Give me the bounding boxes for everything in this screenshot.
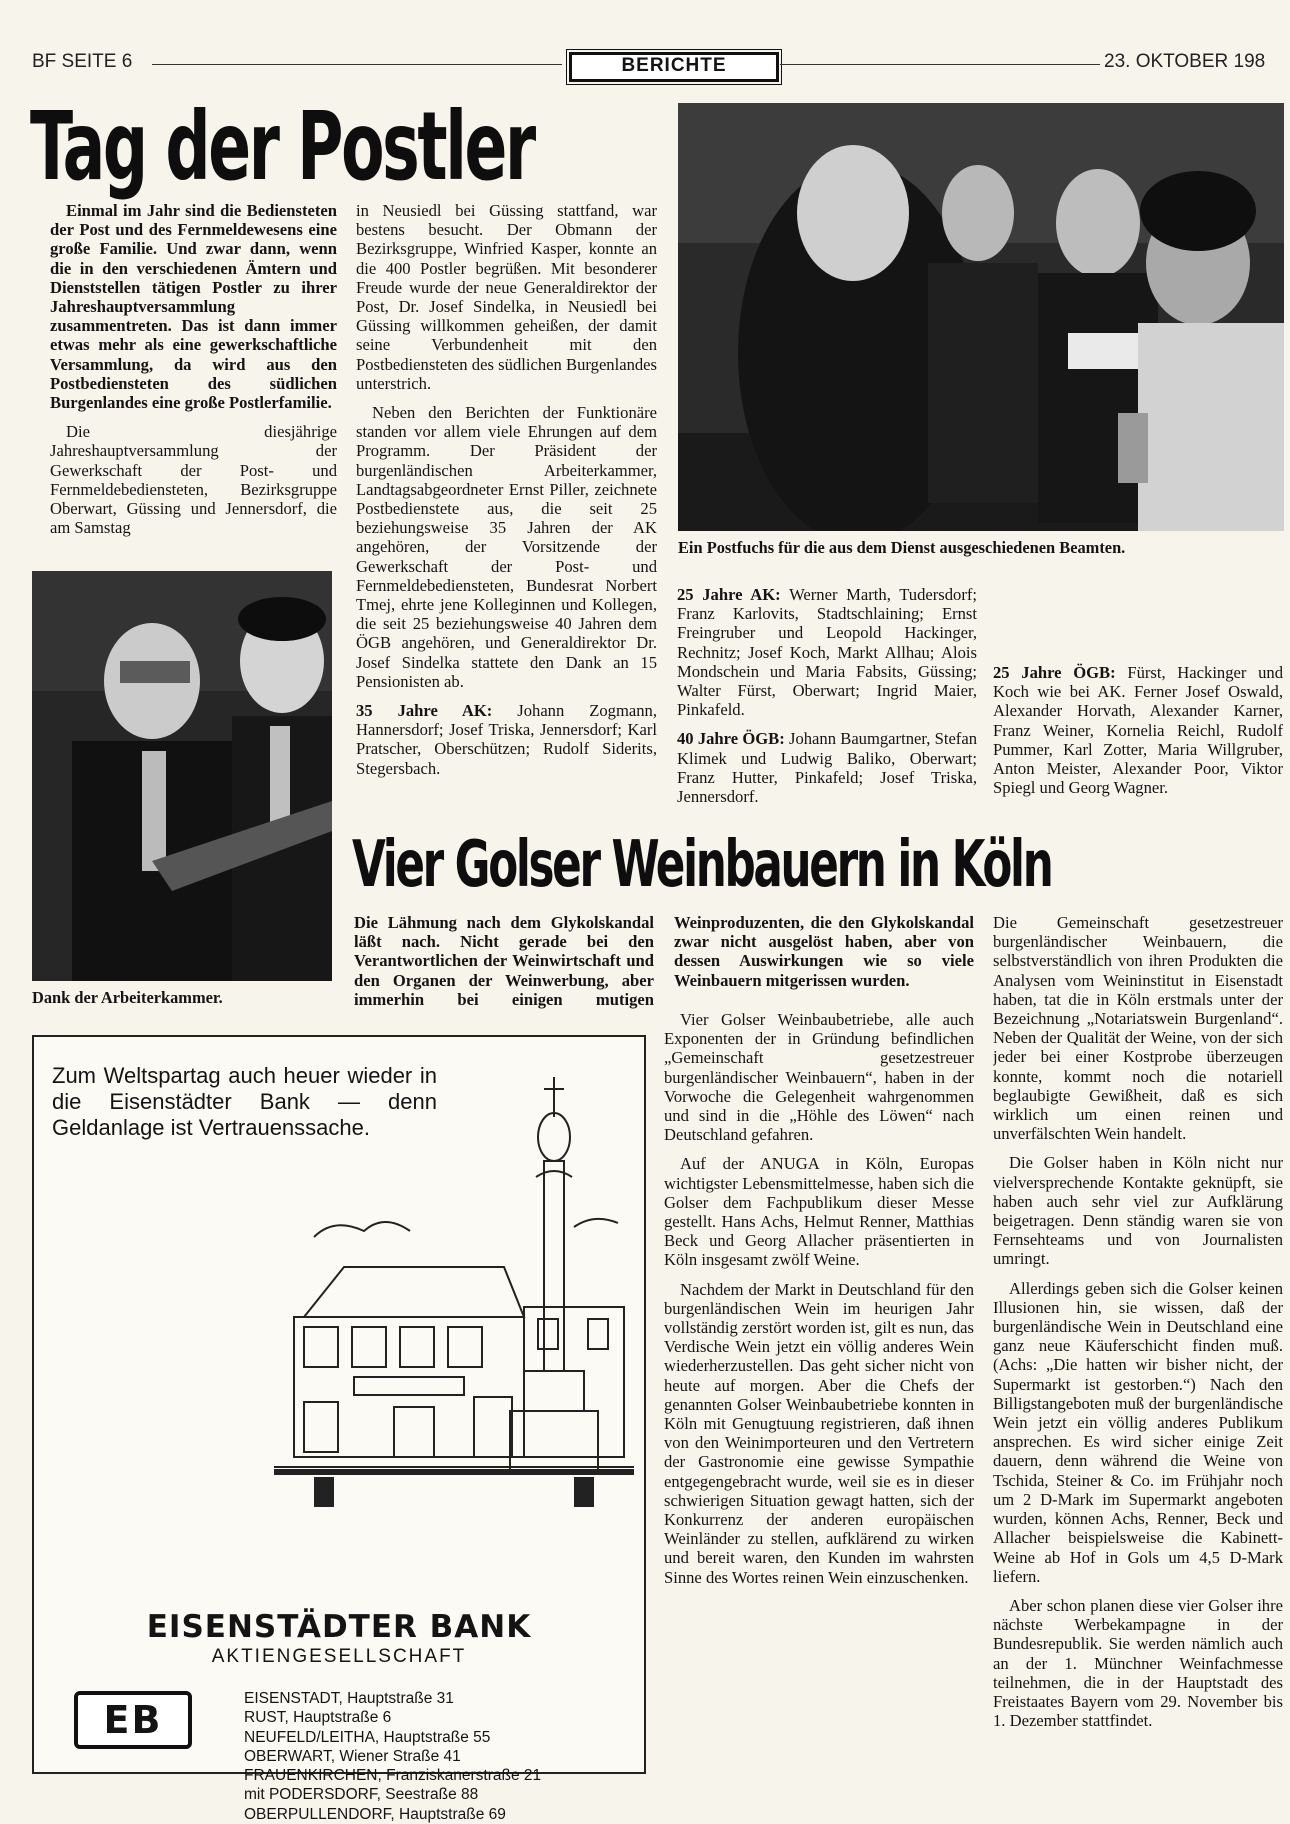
article2-lead-text: Die Lähmung nach dem Glykolskandal läßt nach. Nicht gerade bei den Verantwortlichen der Weinwirtschaft und den Organen der Weinwerbung, aber immerhin bei einigen mutigen Weinproduzenten, die den Glykolskandal zwar nicht ausgelöst haben, aber von dessen Auswirkungen wie so viele Weinbauern mitgerissen wurden. (354, 913, 974, 1009)
article1-column-1 (50, 201, 337, 561)
ad-address-line: OBERWART, Wiener Straße 41 (244, 1747, 461, 1765)
masthead-date: 23. OKTOBER 198 (1104, 51, 1266, 72)
ad-slogan: Zum Weltspartag auch heuer wieder in die Eisenstädter Bank — denn Geldanlage ist Vertrauenssache. (52, 1063, 437, 1140)
honor-list-35-ak: Johann Zogmann, Hannersdorf; Josef Triska, Jennersdorf; Karl Pratscher, Oberschützen; Rudolf Siderits, Stegersbach. (356, 701, 657, 778)
article2-paragraph-2: Auf der ANUGA in Köln, Europas wichtigster Lebensmittelmesse, haben sich die Golser dem Fachpublikum dieser Messe gestellt. Hans Achs, Helmut Renner, Matthias Beck und Georg Allacher präsentierten in Köln insgesamt zwölf Weine. (664, 1154, 974, 1270)
honor-heading-40-ogb: 40 Jahre ÖGB: (677, 729, 785, 749)
article1-paragraph-1: Die diesjährige Jahreshauptversammlung der Gewerkschaft der Post- und Fernmeldebediensteten, Bezirksgruppe Oberwart, Güssing und Jennersdorf, die am Samstag (50, 422, 337, 538)
ad-address-line: NEUFELD/LEITHA, Hauptstraße 55 (244, 1728, 491, 1746)
advertisement-eisenstaedter-bank (32, 1035, 646, 1823)
article2-paragraph-7: Aber schon planen diese vier Golser ihre nächste Werbekampagne in der Bundesrepublik. Sie werden nämlich auch an der 1. Münchner Weinfachmesse teilnehmen, die in der Hauptstadt des Freistaates Bayern vom 29. November bis 1. Dezember stattfindet. (993, 1595, 1283, 1731)
article1-paragraph-2: in Neusiedl bei Güssing stattfand, war bestens besucht. Der Obmann der Bezirksgruppe, Winfried Kasper, konnte an die 400 Postler begrüßen. Mit besonderer Freude wurde der neue Generaldirektor der Post, Dr. Josef Sindelka, in Neusiedl bei Güssing willkommen geheißen, der damit seine Verbundenheit mit den Postbediensteten des südlichen Burgenlandes unterstrich. (356, 201, 657, 393)
photo-postfuchs (678, 103, 1284, 531)
ad-illustration (274, 1057, 634, 1517)
article2-paragraph-4: Die Gemeinschaft gesetzestreuer burgenländischer Weinbauern, die selbstverständlich von ihren Produkten die Analysen vom Weininstitut in Eisenstadt haben, tat die in Köln erstmals unter der Bezeichnung „Notariatswein Burgenland“. Neben der Qualität der Weine, von der sich jeder bei einer Kostprobe überzeugen konnte, kommt noch die notariell beglaubigte Gewißheit, daß es sich wirklich um einen reinen und unverfälschten Wein handelt. (993, 913, 1283, 1144)
photo-postfuchs-caption: Ein Postfuchs für die aus dem Dienst ausgeschiedenen Beamten. (678, 538, 1126, 557)
article1-column-3 (677, 585, 977, 807)
section-label-berichte: BERICHTE (569, 52, 779, 82)
honor-heading-25-ogb: 25 Jahre ÖGB: (993, 663, 1116, 682)
photo-postfuchs-image (678, 103, 1284, 531)
ad-bank-subtitle: AKTIENGESELLSCHAFT (211, 1646, 467, 1667)
ad-address-line: mit PODERSDORF, Seestraße 88 (244, 1786, 479, 1804)
article2-lead (354, 913, 974, 1021)
article1-column-4 (993, 663, 1283, 805)
masthead-page-label: BF SEITE 6 (32, 51, 133, 72)
honor-list-40-ogb: Johann Baumgartner, Stefan Klimek und Ludwig Baliko, Oberwart; Franz Hutter, Pinkafeld; Josef Triska, Jennersdorf. (677, 729, 977, 807)
masthead-rule-left (152, 64, 562, 65)
ad-address-line: OBERPULLENDORF, Hauptstraße 69 (244, 1805, 506, 1823)
article2-paragraph-3: Nachdem der Markt in Deutschland für den burgenländischen Wein im heurigen Jahr vollständig zerstört worden ist, gilt es nun, das Verdische Wein jetzt ein völlig anderes Wein wiederherzustellen. Das geht sicher nicht von heute auf morgen. Aber die Chefs der genannten Golser Weinbaubetriebe konnten in Köln mit Genugtuung registrieren, daß ihnen von den Weinimporteuren und den Vertretern der Gastronomie eine gewisse Sympathie entgegengebracht wurde, weil sie es in dieser schwierigen Situation gewagt hatten, sich der Konkurrenz der anderen europäischen Weinländer zu stellen, aufklärend zu wirken und bereit waren, den Kunden im wahrsten Sinne des Wortes reinen Wein einzuschenken. (664, 1279, 974, 1587)
ad-bank-logo-text: EB (103, 1698, 163, 1742)
article2-column-2 (993, 913, 1283, 1793)
ad-address-line: EISENSTADT, Hauptstraße 31 (244, 1690, 454, 1707)
honor-list-25-ak: Werner Marth, Tudersdorf; Franz Karlovits, Stadtschlaining; Ernst Freingruber und Leopold Hackinger, Rechnitz; Josef Koch, Markt Allhau; Alois Mondschein und Maria Fabsits, Güssing; Walter Fürst, Oberwart; Ingrid Maier, Pinkafeld. (677, 585, 977, 720)
ad-address-list (244, 1689, 541, 1824)
article2-paragraph-5: Die Golser haben in Köln nicht nur vielversprechende Kontakte geknüpft, sie haben auch sehr viel zur Aufklärung beigetragen. Denn ständig waren sie von Fernsehteams und von Journalisten umringt. (993, 1153, 1283, 1269)
photo-arbeiterkammer-caption: Dank der Arbeiterkammer. (32, 988, 223, 1007)
article1-paragraph-3: Neben den Berichten der Funktionäre standen vor allem viele Ehrungen auf dem Programm. Der Präsident der burgenländischen Arbeiterkammer, Landtagsabgeordneter Ernst Piller, zeichnete Postbedienstete aus, die seit 25 beziehungsweise 35 Jahren der AK angehören, der Vorsitzende der Gewerkschaft der Post- und Fernmeldebediensteten, Bundesrat Norbert Tmej, ehrte jene Kolleginnen und Kollegen, die seit 25 beziehungsweise 40 Jahren dem ÖGB angehören, und Generaldirektor Dr. Josef Sindelka stattete den Dank an 15 Pensionisten ab. (356, 403, 657, 691)
article2-paragraph-6: Allerdings geben sich die Golser keinen Illusionen hin, sie wissen, daß der burgenländische Wein in Deutschland eine ganz neue Käuferschicht finden muß. (Achs: „Die hatten wir bisher nicht, der Supermarkt ist gestorben.“) Nach den Billigstangeboten muß der burgenländische Wein jetzt ein völlig anderes Publikum ansprechen. Es wird sicher einige Zeit dauern, denn während die Weine von Tschida, Steiner & Co. im Frühjahr noch um 2 D-Mark im Supermarkt angeboten wurden, können Achs, Renner, Beck und Allacher beispielsweise die Kabinett-Weine ab Hof in Gols um 4,5 D-Mark liefern. (993, 1278, 1283, 1586)
honor-heading-25-ak: 25 Jahre AK: (677, 585, 781, 604)
masthead-rule-right (780, 64, 1100, 65)
honor-heading-35-ak: 35 Jahre AK: (356, 701, 493, 721)
article2-paragraph-1: Vier Golser Weinbaubetriebe, alle auch Exponenten der in Gründung befindlichen „Gemeinschaft gesetzestreuer burgenländischer Weinbauern“, haben in der Vorwoche die Gelegenheit wahrgenommen und sind in die „Höhle des Löwen“ nach Deutschland gefahren. (664, 1010, 974, 1145)
ad-address-line: FRAUENKIRCHEN, Franziskanerstraße 21 (244, 1767, 542, 1785)
ad-address-line: RUST, Hauptstraße 6 (244, 1709, 392, 1727)
photo-arbeiterkammer-image (32, 571, 332, 981)
ad-bank-name: EISENSTÄDTER BANK (146, 1609, 532, 1645)
article1-column-2 (356, 201, 657, 803)
article2-column-1 (664, 1010, 974, 1790)
honor-list-25-ogb: Fürst, Hackinger und Koch wie bei AK. Ferner Josef Oswald, Alexander Horvath, Alexander Karner, Franz Weiner, Kornelia Reichl, Rudolf Pummer, Karl Zotter, Maria Willgruber, Anton Meister, Alexander Poor, Viktor Spiegl und Georg Wagner. (993, 663, 1283, 798)
article1-headline: Tag der Postler (30, 91, 534, 202)
photo-arbeiterkammer (32, 571, 332, 981)
ad-bank-logo (74, 1691, 192, 1749)
article1-lead: Einmal im Jahr sind die Bediensteten der Post und des Fernmeldewesens eine große Familie. Und zwar dann, wenn die in den verschiedenen Ämtern und Dienststellen tätigen Postler zu ihrer Jahreshauptversammlung zusammentreten. Das ist dann immer etwas mehr als eine gewerkschaftliche Versammlung, da wird aus den Postbediensteten des südlichen Burgenlandes eine große Postlerfamilie. (50, 201, 337, 413)
article2-headline: Vier Golser Weinbauern in Köln (352, 827, 1052, 902)
